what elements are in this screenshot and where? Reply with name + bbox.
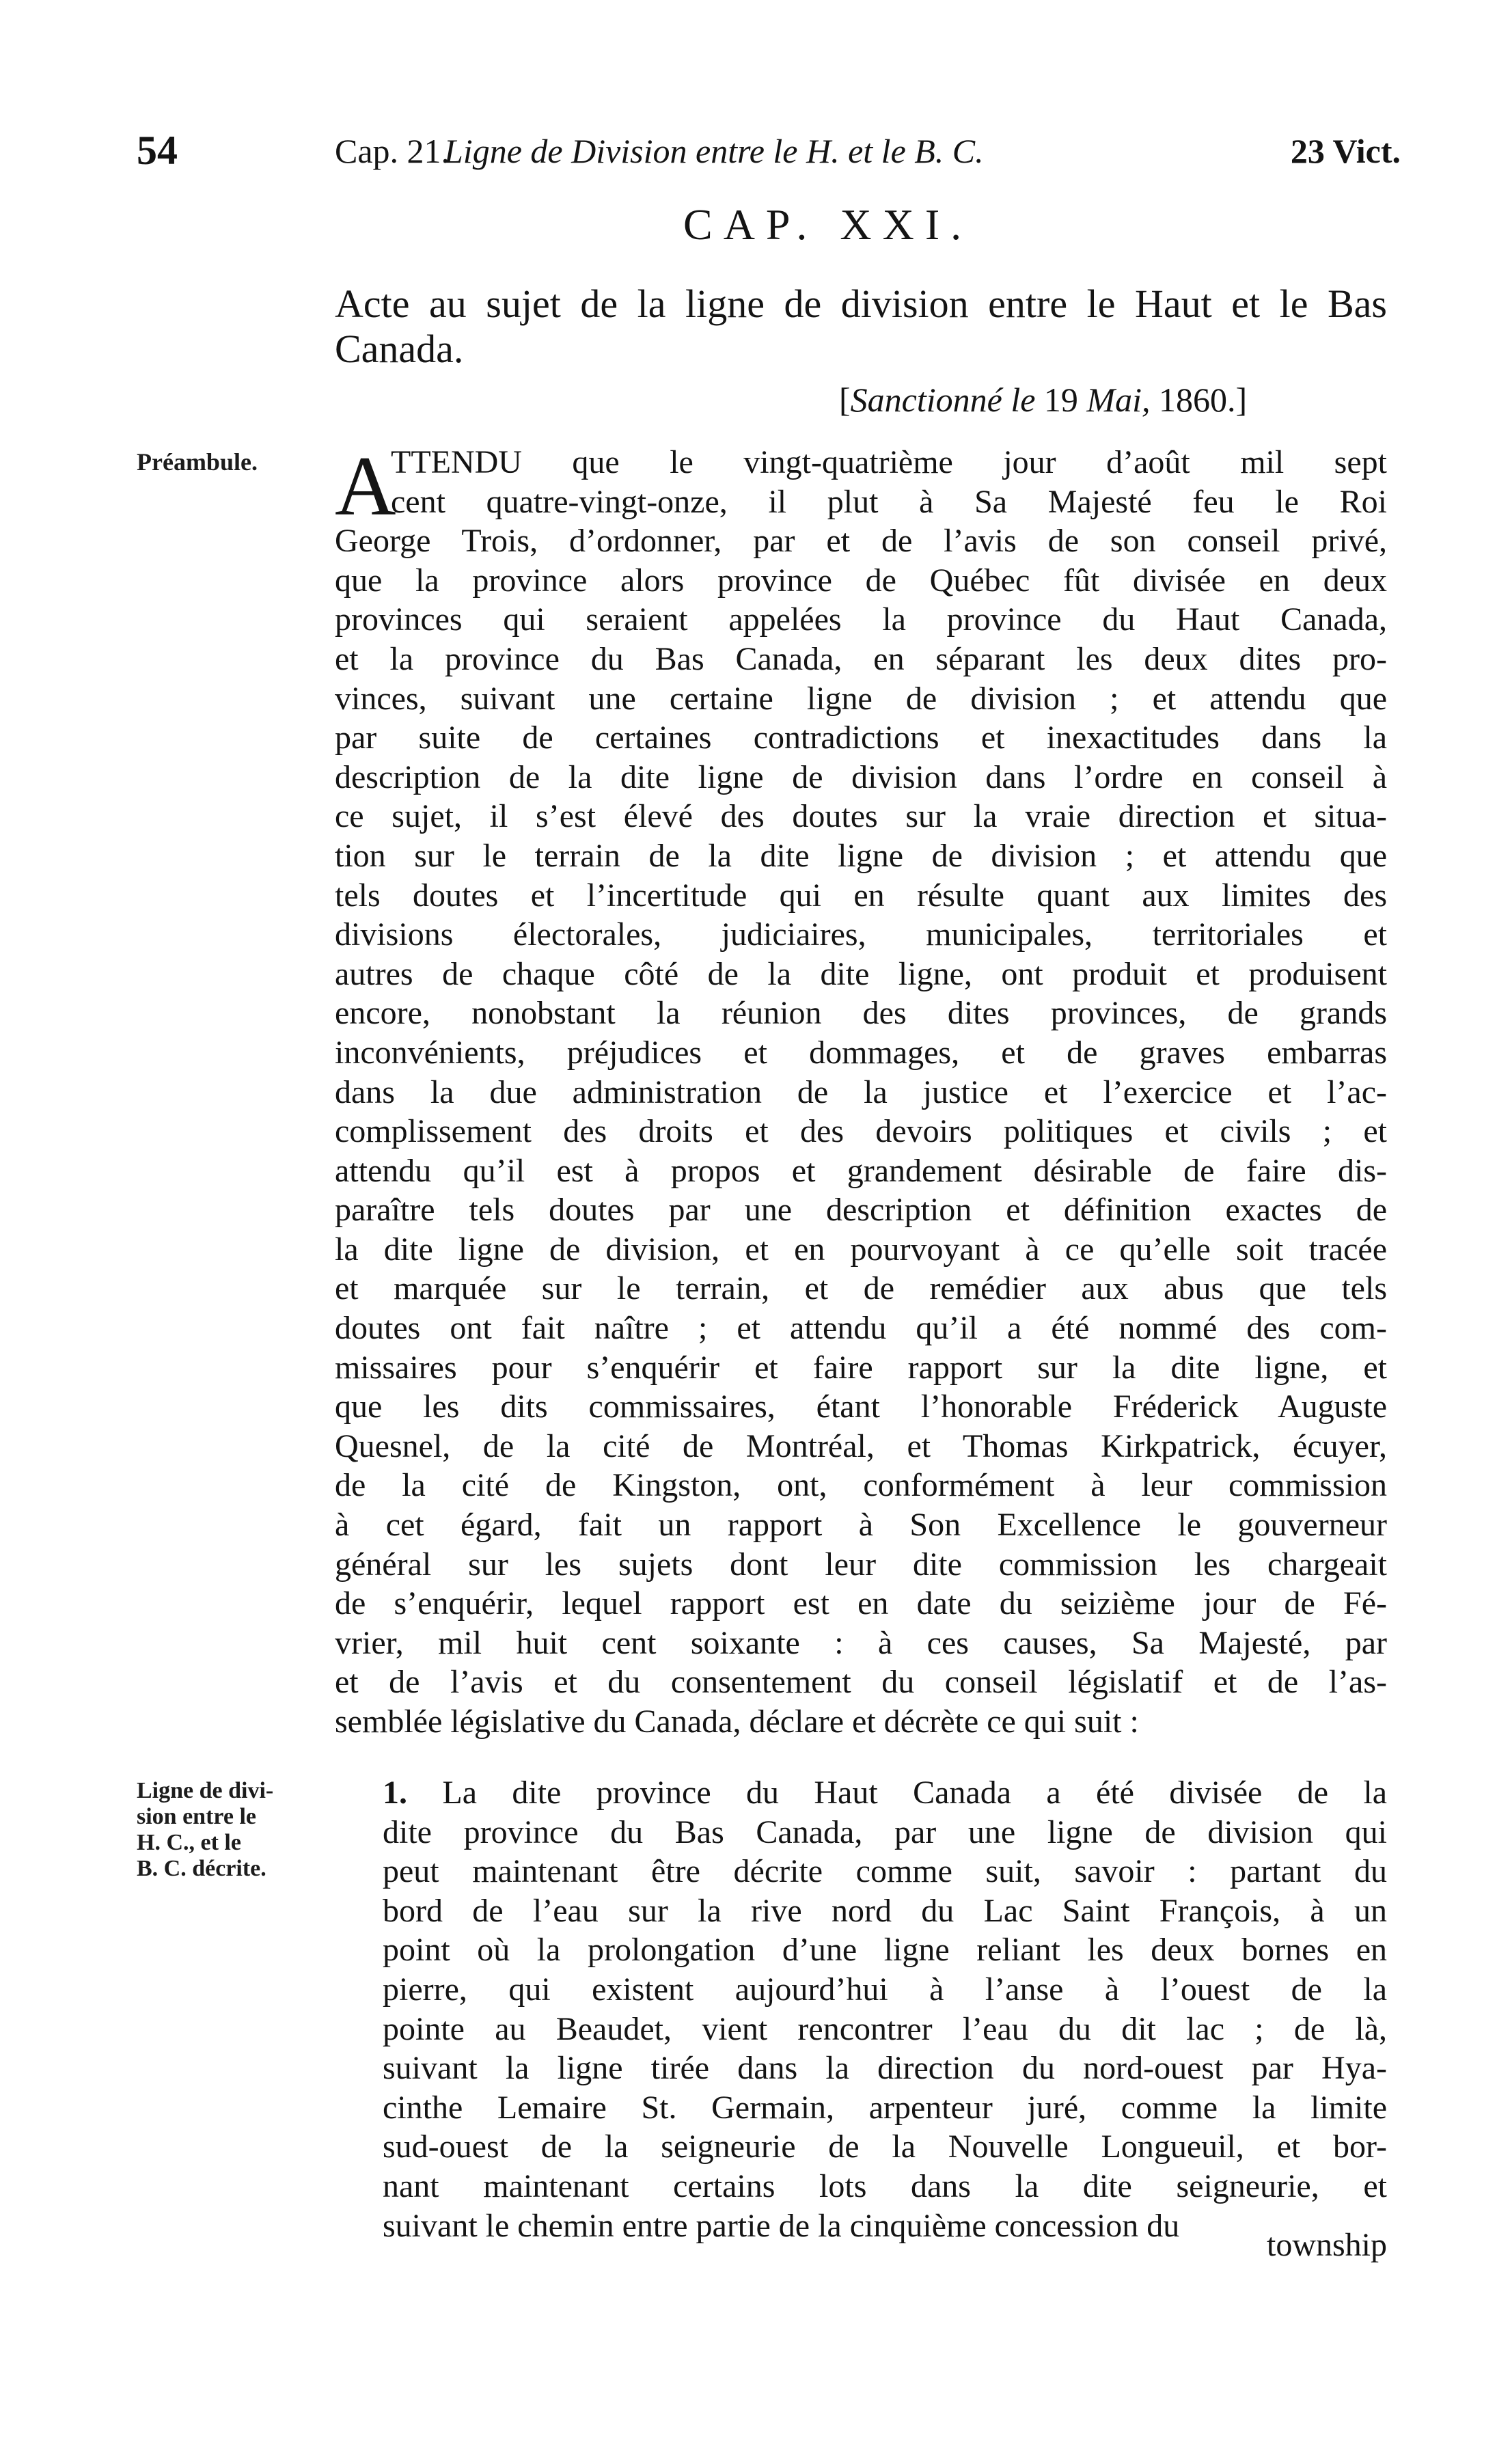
text-line: par suite de certaines contradictions et inexactitudes dans la [335, 720, 1387, 756]
sanction-year: 1860.] [1158, 381, 1248, 419]
text-line: inconvénients, préjudices et dommages, et de graves embarras [335, 1034, 1387, 1071]
text-line: que la province alors province de Québec fût divisée en deux [335, 562, 1387, 599]
header-title: Ligne de Division entre le H. et le B. C. [444, 132, 984, 170]
margin-note-article-1 [137, 1778, 328, 1882]
text-line: et la province du Bas Canada, en séparant les deux dites pro- [335, 640, 1387, 677]
text-line: vrier, mil huit cent soixante : à ces causes, Sa Majesté, par [335, 1624, 1387, 1661]
text-line: encore, nonobstant la réunion des dites provinces, de grands [335, 995, 1387, 1032]
header-regnal-year: 23 Vict. [1290, 132, 1401, 170]
text-line: la dite ligne de division, et en pourvoyant à ce qu’elle soit tracée [335, 1231, 1387, 1268]
sanction-month: Mai, [1086, 381, 1151, 419]
sanction-bracket: [ [839, 381, 851, 419]
page-number: 54 [137, 128, 178, 173]
header-chapter: Cap. 21. [335, 132, 450, 170]
text-line: suivant la ligne tirée dans la direction du nord-ouest par Hya- [383, 2050, 1387, 2087]
margin-note-line: B. C. décrite. [137, 1856, 266, 1881]
running-header [137, 127, 1401, 175]
text-line: à cet égard, fait un rapport à Son Excellence le gouverneur [335, 1507, 1387, 1544]
text-line: vinces, suivant une certaine ligne de division ; et attendu que [335, 680, 1387, 717]
text-line: et marquée sur le terrain, et de remédier aux abus que tels [335, 1270, 1387, 1307]
text-line: pierre, qui existent aujourd’hui à l’anse à l’ouest de la [383, 1971, 1387, 2008]
text-line: bord de l’eau sur la rive nord du Lac Saint François, à un [383, 1892, 1387, 1929]
text-line: ce sujet, il s’est élevé des doutes sur la vraie direction et situa- [335, 798, 1387, 835]
text-line: suivant le chemin entre partie de la cinquième concession du [383, 2207, 1180, 2244]
text-line: description de la dite ligne de division dans l’ordre en conseil à [335, 758, 1387, 795]
text-line: Quesnel, de la cité de Montréal, et Thomas Kirkpatrick, écuyer, [335, 1427, 1387, 1464]
catchword: township [1266, 2227, 1387, 2263]
text-line: dite province du Bas Canada, par une ligne de division qui [383, 1813, 1387, 1850]
text-line: point où la prolongation d’une ligne reliant les deux bornes en [383, 1932, 1387, 1969]
text-line: cinthe Lemaire St. Germain, arpenteur juré, comme la limite [383, 2089, 1387, 2126]
text-line: peut maintenant être décrite comme suit, savoir : partant du [383, 1853, 1387, 1890]
drop-cap: A [335, 439, 396, 533]
sanction-word: Sanctionné le [850, 381, 1036, 419]
text-line: cent quatre-vingt-onze, il plut à Sa Majesté feu le Roi [391, 483, 1387, 520]
text-line: 1. La dite province du Haut Canada a été divisée de la [383, 1775, 1387, 1811]
text-line: de la cité de Kingston, ont, conformément à leur commission [335, 1467, 1387, 1504]
text-line: doutes ont fait naître ; et attendu qu’il a été nommé des com- [335, 1310, 1387, 1347]
text-line: autres de chaque côté de la dite ligne, ont produit et produisent [335, 955, 1387, 992]
text-line: général sur les sujets dont leur dite commission les chargeait [335, 1546, 1387, 1583]
text-line: sud-ouest de la seigneurie de la Nouvelle Longueuil, et bor- [383, 2128, 1387, 2165]
article-number: 1. [383, 1775, 443, 1811]
article-1-text [383, 1773, 1387, 2245]
sanction-day: 19 [1043, 381, 1078, 419]
text-line: de s’enquérir, lequel rapport est en date du seizième jour de Fé- [335, 1585, 1387, 1622]
text-line: pointe au Beaudet, vient rencontrer l’eau du dit lac ; de là, [383, 2010, 1387, 2047]
text-line: TTENDU que le vingt-quatrième jour d’août mil sept [391, 444, 1387, 480]
text-line: dans la due administration de la justice et l’exercice et l’ac- [335, 1073, 1387, 1110]
text-line: tion sur le terrain de la dite ligne de division ; et attendu que [335, 837, 1387, 874]
sanction-date [839, 380, 1247, 420]
text-line: complissement des droits et des devoirs politiques et civils ; et [335, 1113, 1387, 1150]
chapter-heading: CAP. XXI. [683, 200, 973, 249]
text-line: attendu qu’il est à propos et grandement désirable de faire dis- [335, 1152, 1387, 1189]
margin-note-line: sion entre le [137, 1804, 257, 1829]
margin-note-preamble: Préambule. [137, 448, 258, 476]
preamble-text [335, 439, 1387, 1742]
text-line: George Trois, d’ordonner, par et de l’avis de son conseil privé, [335, 523, 1387, 560]
text-line: et de l’avis et du consentement du conseil législatif et de l’as- [335, 1664, 1387, 1701]
text-line: tels doutes et l’incertitude qui en résulte quant aux limites des [335, 877, 1387, 914]
text-line: missaires pour s’enquérir et faire rapport sur la dite ligne, et [335, 1349, 1387, 1386]
text-line: que les dits commissaires, étant l’honorable Fréderick Auguste [335, 1388, 1387, 1425]
text-line: nant maintenant certains lots dans la dite seigneurie, et [383, 2167, 1387, 2204]
margin-note-line: H. C., et le [137, 1830, 241, 1855]
margin-note-line: Ligne de divi- [137, 1778, 274, 1803]
text-line: semblée législative du Canada, déclare et décrète ce qui suit : [335, 1703, 1139, 1740]
text-line: divisions électorales, judiciaires, municipales, territoriales et [335, 916, 1387, 953]
act-title: Acte au sujet de la ligne de division entre le Haut et le Bas Canada. [335, 282, 1387, 371]
text-line: paraître tels doutes par une description et définition exactes de [335, 1192, 1387, 1229]
text-line: provinces qui seraient appelées la province du Haut Canada, [335, 601, 1387, 638]
